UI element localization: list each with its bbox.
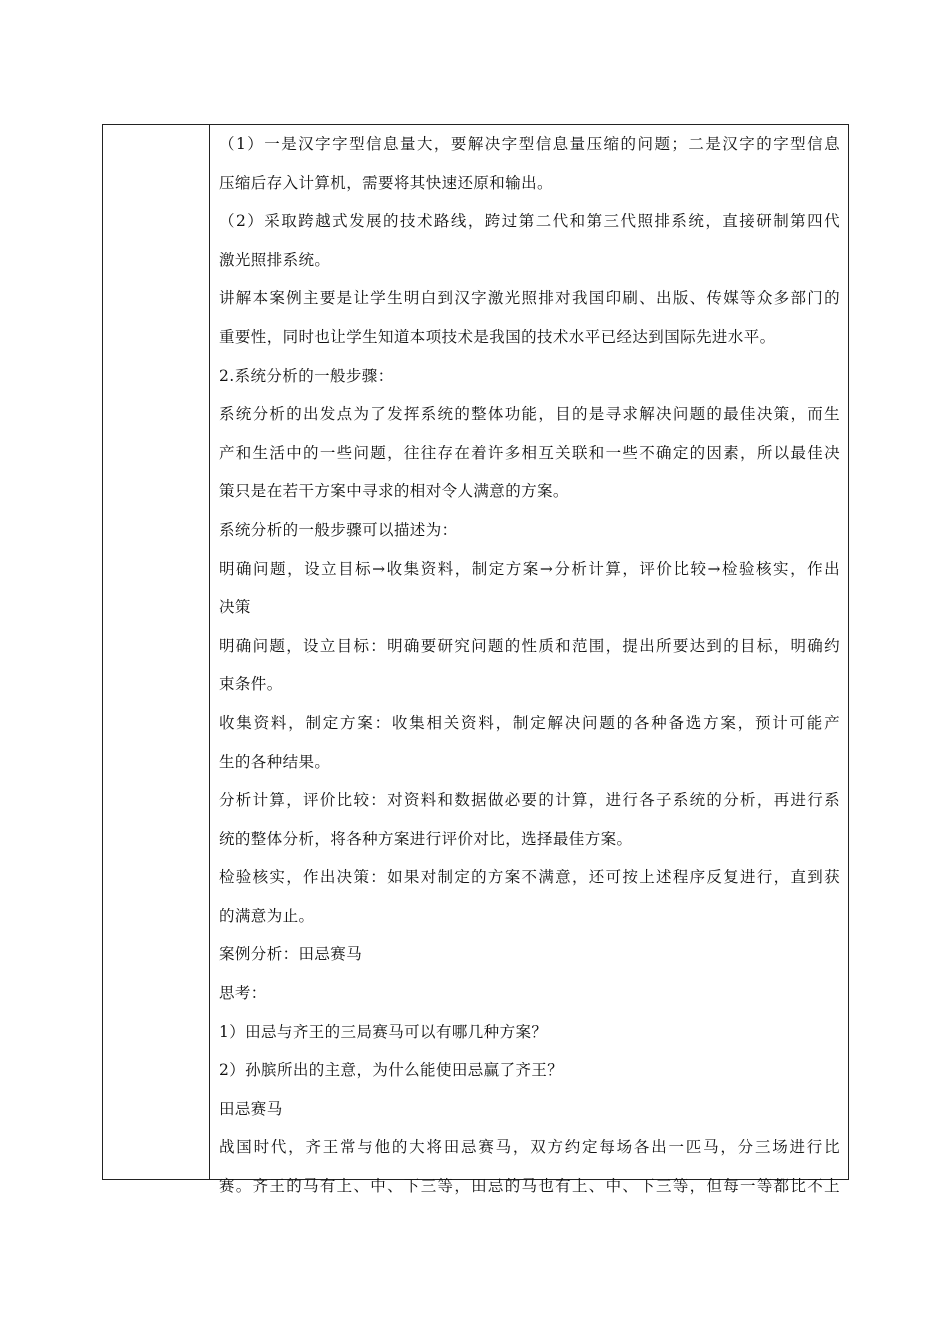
text-line: 检验核实，作出决策：如果对制定的方案不满意，还可按上述程序反复进行，直到获 — [219, 868, 840, 887]
text-line: 战国时代，齐王常与他的大将田忌赛马，双方约定每场各出一匹马，分三场进行比 — [219, 1138, 840, 1157]
text-line: 赛。齐王的马有上、中、下三等，田忌的马也有上、中、下三等，但每一等都比不上 — [219, 1177, 840, 1196]
question-item: 1）田忌与齐王的三局赛马可以有哪几种方案？ — [219, 1022, 548, 1041]
text-line: 系统分析的一般步骤可以描述为： — [219, 520, 458, 539]
text-line: 决策 — [219, 598, 251, 617]
text-line: 讲解本案例主要是让学生明白到汉字激光照排对我国印刷、出版、传媒等众多部门的 — [219, 289, 840, 308]
text-line: 重要性，同时也让学生知道本项技术是我国的技术水平已经达到国际先进水平。 — [219, 327, 776, 346]
text-line: 策只是在若干方案中寻求的相对令人满意的方案。 — [219, 482, 569, 501]
section-heading: 2.系统分析的一般步骤： — [219, 366, 394, 385]
text-line: 分析计算，评价比较：对资料和数据做必要的计算，进行各子系统的分析，再进行系 — [219, 791, 840, 810]
text-line: 明确问题，设立目标→收集资料，制定方案→分析计算，评价比较→检验核实，作出 — [219, 559, 840, 578]
text-line: 束条件。 — [219, 675, 283, 694]
left-column-cell — [103, 125, 210, 1179]
text-line: 产和生活中的一些问题，往往存在着许多相互关联和一些不确定的因素，所以最佳决 — [219, 443, 840, 462]
text-line: 生的各种结果。 — [219, 752, 331, 771]
text-line: 系统分析的出发点为了发挥系统的整体功能，目的是寻求解决问题的最佳决策，而生 — [219, 405, 840, 424]
text-line: 的满意为止。 — [219, 906, 315, 925]
text-line: （1）一是汉字字型信息量大，要解决字型信息量压缩的问题；二是汉字的字型信息 — [219, 135, 840, 153]
text-line: 统的整体分析，将各种方案进行评价对比，选择最佳方案。 — [219, 829, 633, 848]
question-item: 2）孙膑所出的主意，为什么能使田忌赢了齐王？ — [219, 1061, 564, 1080]
text-line: （2）采取跨越式发展的技术路线，跨过第二代和第三代照排系统，直接研制第四代 — [219, 212, 840, 231]
story-title: 田忌赛马 — [219, 1099, 283, 1118]
text-line: 明确问题，设立目标：明确要研究问题的性质和范围，提出所要达到的目标，明确约 — [219, 636, 840, 655]
right-column-cell — [210, 125, 848, 1196]
case-heading: 案例分析：田忌赛马 — [219, 945, 363, 964]
content-table — [102, 124, 849, 1196]
text-line: 思考： — [219, 984, 267, 1003]
text-line: 收集资料，制定方案：收集相关资料，制定解决问题的各种备选方案，预计可能产 — [219, 713, 840, 732]
text-line: 激光照排系统。 — [219, 250, 331, 269]
text-line: 压缩后存入计算机，需要将其快速还原和输出。 — [219, 173, 553, 192]
